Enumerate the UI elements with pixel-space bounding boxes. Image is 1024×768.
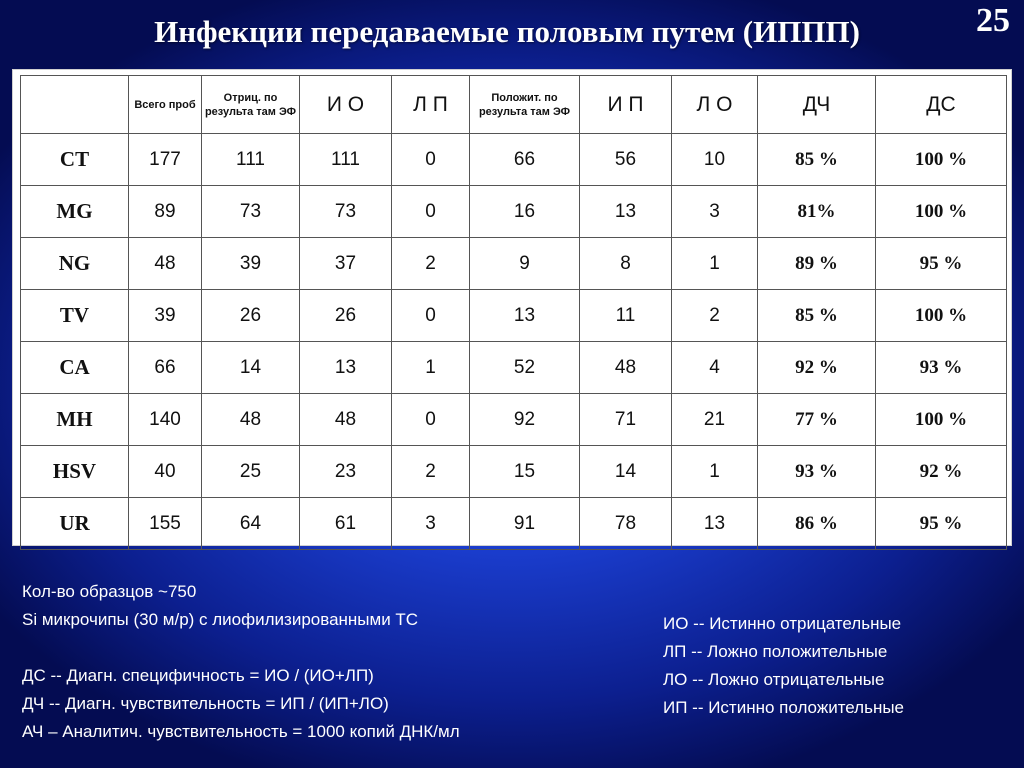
cell-lo: 1 [672,446,758,498]
cell-pos-ef: 52 [470,342,580,394]
table-row [21,342,1007,394]
table-row [21,290,1007,342]
header-total: Всего проб [129,76,202,134]
cell-ds: 95 % [876,238,1007,290]
cell-total: 89 [129,186,202,238]
cell-dch: 89 % [758,238,876,290]
cell-neg-ef: 73 [202,186,300,238]
cell-dch: 85 % [758,290,876,342]
cell-dch: 81% [758,186,876,238]
table-frame [12,69,1012,546]
note-sensitivity: ДЧ -- Диагн. чувствительность = ИП / (ИП+ЛО) [22,694,389,713]
cell-ip: 8 [580,238,672,290]
cell-lp: 0 [392,186,470,238]
cell-lo: 1 [672,238,758,290]
cell-ds: 93 % [876,342,1007,394]
note-analytic-sensitivity: АЧ – Аналитич. чувствительность = 1000 копий ДНК/мл [22,722,460,741]
cell-lp: 0 [392,134,470,186]
cell-lp: 2 [392,238,470,290]
legend-notes [663,610,1013,722]
cell-pos-ef: 92 [470,394,580,446]
cell-ds: 92 % [876,446,1007,498]
cell-dch: 77 % [758,394,876,446]
cell-neg-ef: 26 [202,290,300,342]
cell-dch: 86 % [758,498,876,550]
note-sample-count: Кол-во образцов ~750 [22,582,197,601]
cell-io: 111 [300,134,392,186]
cell-pathogen: MH [21,394,129,446]
header-ds: ДС [876,76,1007,134]
header-lo: Л О [672,76,758,134]
cell-io: 13 [300,342,392,394]
cell-total: 48 [129,238,202,290]
cell-lp: 0 [392,394,470,446]
legend-io: ИО -- Истинно отрицательные [663,614,902,633]
cell-total: 40 [129,446,202,498]
cell-pathogen: UR [21,498,129,550]
cell-ip: 13 [580,186,672,238]
legend-lo: ЛО -- Ложно отрицательные [663,670,885,689]
cell-pos-ef: 15 [470,446,580,498]
cell-neg-ef: 111 [202,134,300,186]
cell-ip: 11 [580,290,672,342]
results-table [20,75,1007,550]
cell-pathogen: CT [21,134,129,186]
legend-lp: ЛП -- Ложно положительные [663,642,888,661]
header-neg-ef: Отриц. по результа там ЭФ [202,76,300,134]
cell-io: 61 [300,498,392,550]
note-spacer [22,634,642,662]
cell-lo: 3 [672,186,758,238]
cell-lo: 13 [672,498,758,550]
cell-pathogen: TV [21,290,129,342]
cell-neg-ef: 64 [202,498,300,550]
cell-lp: 2 [392,446,470,498]
table-header-row [21,76,1007,134]
slide-number: 25 [976,2,1010,39]
cell-pathogen: CA [21,342,129,394]
cell-total: 140 [129,394,202,446]
cell-ds: 100 % [876,290,1007,342]
cell-io: 48 [300,394,392,446]
slide-title: Инфекции передаваемые половым путем (ИППП) [154,14,860,49]
cell-total: 155 [129,498,202,550]
cell-ip: 71 [580,394,672,446]
cell-lo: 21 [672,394,758,446]
table-row [21,446,1007,498]
table-row [21,394,1007,446]
cell-lo: 4 [672,342,758,394]
notes-left [22,578,642,746]
cell-pathogen: MG [21,186,129,238]
cell-ip: 56 [580,134,672,186]
cell-io: 37 [300,238,392,290]
table-row [21,498,1007,550]
cell-pos-ef: 16 [470,186,580,238]
cell-lp: 3 [392,498,470,550]
table-row [21,186,1007,238]
cell-ip: 48 [580,342,672,394]
cell-pathogen: NG [21,238,129,290]
header-pos-ef: Положит. по результа там ЭФ [470,76,580,134]
cell-dch: 92 % [758,342,876,394]
cell-io: 26 [300,290,392,342]
cell-lo: 10 [672,134,758,186]
cell-ip: 78 [580,498,672,550]
header-ip: И П [580,76,672,134]
cell-dch: 93 % [758,446,876,498]
note-microchips: Si микрочипы (30 м/р) с лиофилизированными ТС [22,610,419,629]
cell-lp: 0 [392,290,470,342]
cell-io: 73 [300,186,392,238]
header-lp: Л П [392,76,470,134]
cell-neg-ef: 14 [202,342,300,394]
header-empty [21,76,129,134]
cell-total: 39 [129,290,202,342]
legend-ip: ИП -- Истинно положительные [663,698,905,717]
cell-pos-ef: 13 [470,290,580,342]
header-dch: ДЧ [758,76,876,134]
header-io: И О [300,76,392,134]
cell-dch: 85 % [758,134,876,186]
cell-ds: 100 % [876,394,1007,446]
cell-pos-ef: 9 [470,238,580,290]
cell-total: 177 [129,134,202,186]
cell-neg-ef: 25 [202,446,300,498]
note-specificity: ДС -- Диагн. специфичность = ИО / (ИО+ЛП) [22,666,374,685]
cell-pos-ef: 91 [470,498,580,550]
cell-neg-ef: 48 [202,394,300,446]
table-row [21,238,1007,290]
cell-ds: 100 % [876,186,1007,238]
cell-ip: 14 [580,446,672,498]
cell-neg-ef: 39 [202,238,300,290]
cell-ds: 95 % [876,498,1007,550]
cell-io: 23 [300,446,392,498]
cell-lp: 1 [392,342,470,394]
cell-pos-ef: 66 [470,134,580,186]
table-row [21,134,1007,186]
cell-total: 66 [129,342,202,394]
cell-ds: 100 % [876,134,1007,186]
cell-pathogen: HSV [21,446,129,498]
cell-lo: 2 [672,290,758,342]
